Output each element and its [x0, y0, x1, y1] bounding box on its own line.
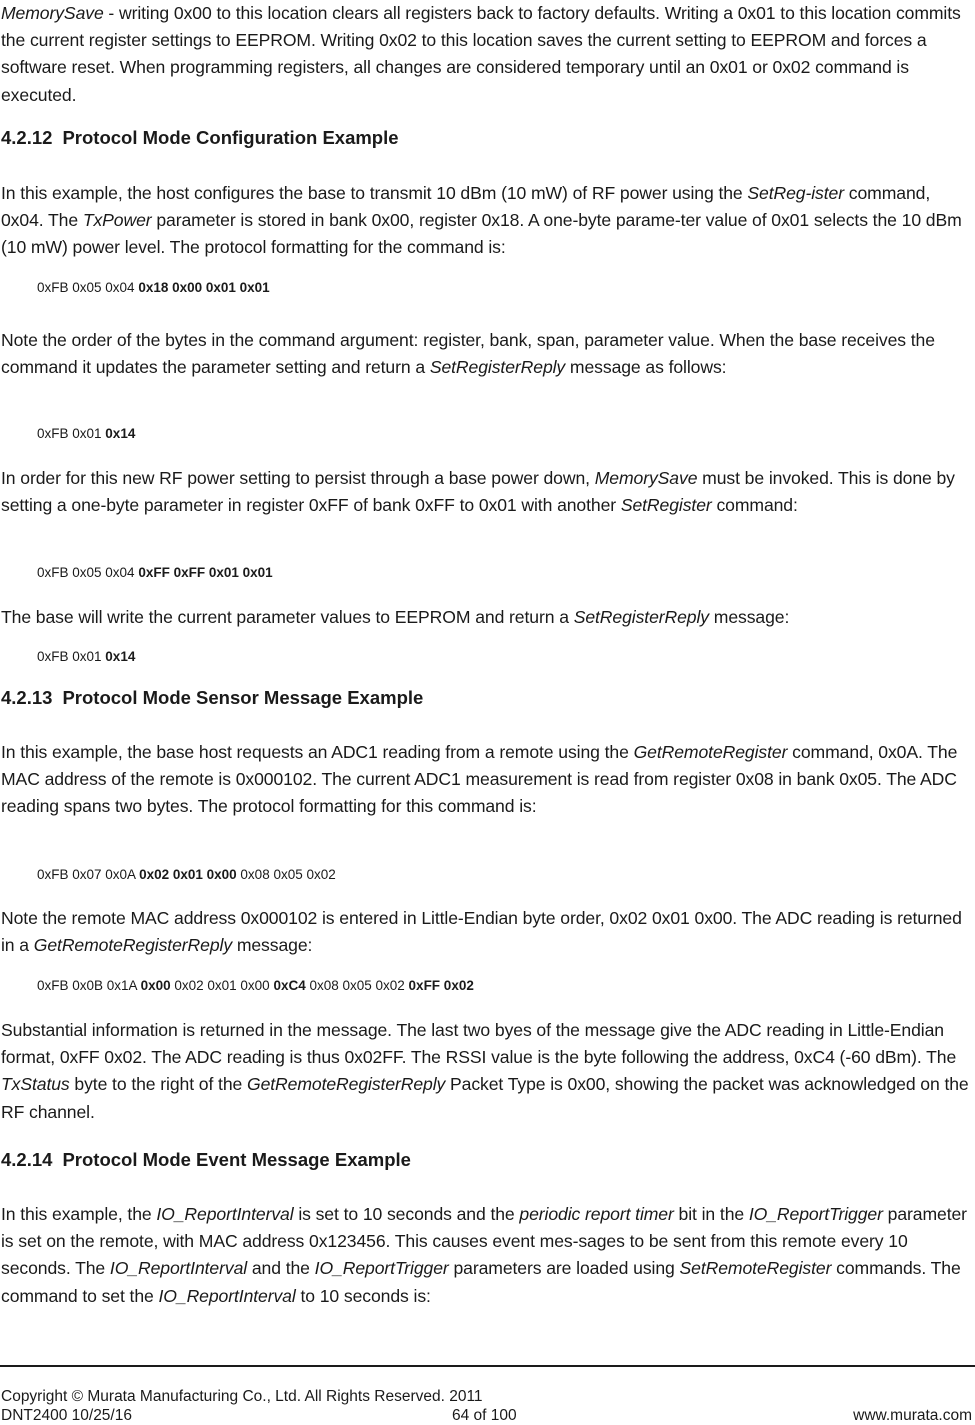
bold-bytes: 0x14: [105, 649, 136, 664]
italic-term: MemorySave: [594, 468, 698, 488]
paragraph-sensor-intro: [1, 739, 973, 821]
paragraph-sensor-note: [1, 905, 973, 959]
italic-term: IO_ReportTrigger: [748, 1204, 883, 1224]
text-run: In this example, the host configures the base to transmit 10 dBm (10 mW) of RF power using the: [1, 183, 748, 203]
italic-term: IO_ReportInterval: [156, 1204, 294, 1224]
text-run: Note the remote MAC address 0x000102 is entered in Little-Endian byte order, 0x02 0x01 0x00. The ADC reading is returned in a: [1, 908, 962, 956]
text-run: The base will write the current parameter values to EEPROM and return a: [1, 607, 574, 627]
bold-bytes: 0x02 0x01 0x00: [139, 867, 237, 882]
footer-doc-id: DNT2400 10/25/16: [1, 1407, 132, 1424]
code-line-reply: [37, 648, 135, 666]
text-run: parameters are loaded using: [448, 1258, 680, 1279]
text-run: 0xFB 0x0B 0x1A: [37, 978, 141, 993]
paragraph-config-eeprom: [1, 604, 973, 631]
italic-term: SetRegister: [620, 495, 712, 516]
paragraph-sensor-info: [1, 1017, 973, 1126]
text-run: command, 0x0A. The MAC address of the remote is 0x000102. The current ADC1 measurement is read from register 0x08 in bank 0x05. The ADC reading spans two bytes. The protocol formatting for this command is:: [1, 742, 958, 817]
text-run: and the: [247, 1258, 315, 1279]
text-run: 0xFB 0x05 0x04: [37, 280, 139, 295]
section-heading-4-2-12: [1, 126, 399, 150]
text-run: In this example, the: [1, 1204, 157, 1224]
code-line-getremote-reply: [37, 977, 474, 995]
bold-bytes: 0xFF 0x02: [408, 978, 474, 993]
text-run: Packet Type is 0x00, showing the packet was acknowledged on the RF channel.: [1, 1074, 969, 1122]
text-run: Substantial information is returned in the message. The last two byes of the message give the ADC reading in Little-Endian format, 0xFF 0x02. The ADC reading is thus 0x02FF. The RSSI value is the byte following the address, 0xC4 (-60 dBm). The: [1, 1020, 957, 1068]
code-line-reply: [37, 425, 135, 443]
section-title: Protocol Mode Configuration Example: [62, 127, 399, 148]
italic-term: GetRemoteRegister: [633, 742, 788, 762]
text-run: is set to 10 seconds and the: [293, 1204, 520, 1224]
code-line-memorysave: [37, 564, 273, 582]
italic-term: GetRemoteRegisterReply: [246, 1074, 446, 1095]
text-run: commands. The command to set the: [1, 1258, 961, 1306]
text-run: must be invoked. This is done by setting a one-byte parameter in register 0xFF of bank 0xFF to 0x01 with another: [1, 468, 955, 516]
text-run: message:: [232, 935, 313, 956]
text-run: command:: [711, 495, 798, 516]
text-run: bit in the: [673, 1204, 749, 1224]
text-run: parameter is set on the remote, with MAC address 0x123456. This causes event mes-sages to be sent from this remote every 10 seconds. The: [1, 1204, 967, 1279]
code-line-getremote: [37, 866, 336, 884]
italic-term: IO_ReportTrigger: [314, 1258, 449, 1279]
section-heading-4-2-13: [1, 686, 423, 710]
italic-term: TxPower: [82, 210, 152, 231]
paragraph-config-intro: [1, 180, 973, 262]
footer-website: www.murata.com: [853, 1407, 972, 1424]
bold-bytes: 0xFF 0xFF 0x01 0x01: [138, 565, 273, 580]
bold-bytes: 0xC4: [273, 978, 306, 993]
text-run: 0xFB 0x01: [37, 426, 106, 441]
section-heading-4-2-14: [1, 1148, 411, 1172]
footer-copyright: Copyright © Murata Manufacturing Co., Ltd. All Rights Reserved. 2011: [1, 1388, 483, 1405]
paragraph-event-intro: [1, 1201, 973, 1310]
text-run: command, 0x04. The: [1, 183, 931, 231]
text-run: message as follows:: [565, 357, 727, 378]
bold-bytes: 0x18 0x00 0x01 0x01: [138, 280, 270, 295]
bold-bytes: 0x14: [105, 426, 136, 441]
italic-term: IO_ReportInterval: [158, 1285, 296, 1306]
text-run: Note the order of the bytes in the command argument: register, bank, span, parameter value. When the base receives the command it updates the parameter setting and return a: [1, 330, 935, 378]
bold-bytes: 0x00: [140, 978, 171, 993]
paragraph-config-note: [1, 327, 973, 381]
text-run: byte to the right of the: [69, 1074, 247, 1095]
text-run: parameter is stored in bank 0x00, register 0x18. A one-byte parame-ter value of 0x01 selects the 10 dBm (10 mW) power level. The protocol formatting for the command is:: [1, 210, 962, 258]
italic-term: MemorySave: [1, 3, 104, 23]
italic-term: periodic report timer: [519, 1204, 674, 1224]
section-number: 4.2.12: [1, 127, 53, 148]
footer-page-number: 64 of 100: [452, 1407, 517, 1424]
footer-divider: [0, 1365, 975, 1367]
text-run: In this example, the base host requests an ADC1 reading from a remote using the: [1, 742, 634, 762]
italic-term: SetRemoteRegister: [679, 1258, 832, 1279]
italic-term: GetRemoteRegisterReply: [33, 935, 233, 956]
text-run: to 10 seconds is:: [295, 1285, 431, 1306]
text-run: message:: [709, 607, 790, 627]
paragraph-memorysave: [1, 0, 973, 109]
italic-term: SetRegisterReply: [573, 607, 709, 627]
text-run: 0xFB 0x05 0x04: [37, 565, 139, 580]
italic-term: TxStatus: [1, 1074, 70, 1095]
text-run: 0xFB 0x07 0x0A: [37, 867, 140, 882]
text-run: 0x02 0x01 0x00: [170, 978, 274, 993]
text-run: - writing 0x00 to this location clears all registers back to factory defaults. Writing a 0x01 to this location commits the current register settings to EEPROM. Writing 0x02 to this location saves the current setting to EEPROM and forces a software reset. When programming registers, all changes are considered temporary until an 0x01 or 0x02 command is executed.: [1, 3, 961, 105]
text-run: 0x08 0x05 0x02: [305, 978, 409, 993]
text-run: 0x08 0x05 0x02: [236, 867, 336, 882]
section-number: 4.2.14: [1, 1149, 53, 1170]
text-run: In order for this new RF power setting to persist through a base power down,: [1, 468, 595, 488]
italic-term: IO_ReportInterval: [109, 1258, 248, 1279]
paragraph-config-persist: [1, 465, 973, 519]
code-line-setregister: [37, 279, 270, 297]
section-title: Protocol Mode Event Message Example: [62, 1149, 411, 1170]
text-run: 0xFB 0x01: [37, 649, 106, 664]
italic-term: SetRegisterReply: [429, 357, 566, 378]
section-title: Protocol Mode Sensor Message Example: [62, 687, 424, 708]
section-number: 4.2.13: [1, 687, 53, 708]
italic-term: SetReg-ister: [747, 183, 844, 203]
